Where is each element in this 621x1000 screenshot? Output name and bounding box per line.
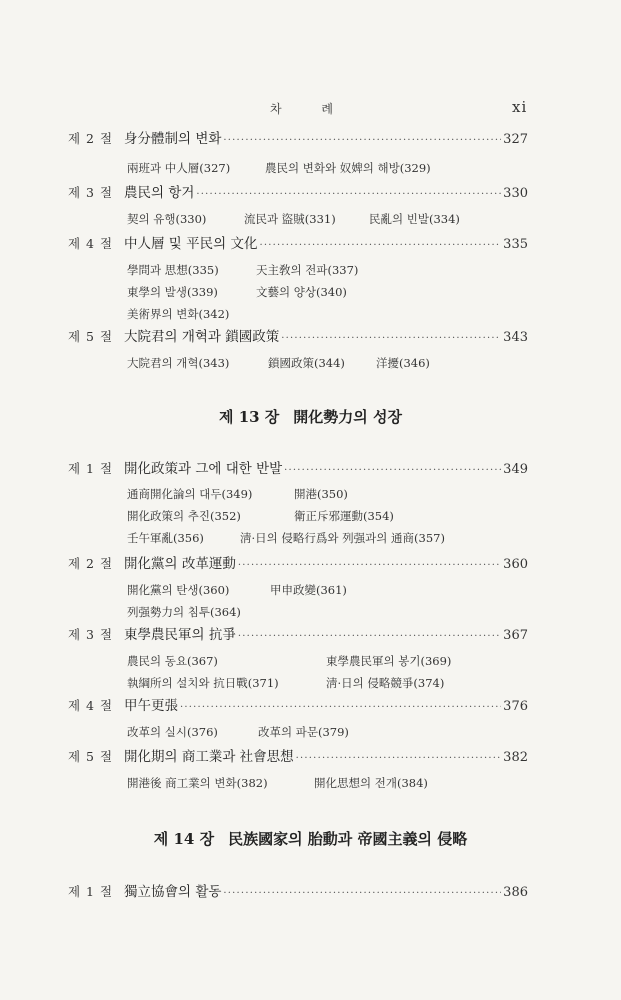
section-number: 제 3 절	[68, 627, 114, 642]
section-title: 中人層 및 平民의 文化	[124, 236, 258, 252]
leader-dots	[223, 132, 501, 150]
subtopic: 開化黨의 탄생(360)	[127, 583, 230, 597]
section-title: 甲午更張	[124, 698, 178, 714]
section-title: 開化期의 商工業과 社會思想	[124, 749, 294, 765]
leader-dots	[223, 885, 501, 903]
chapter-title: 開化勢力의 성장	[293, 408, 402, 426]
section-number: 제 3 절	[68, 185, 114, 200]
subtopic: 鎖國政策(344)	[268, 356, 345, 370]
section-page: 386	[503, 885, 528, 900]
section-title: 大院君의 개혁과 鎖國政策	[124, 329, 280, 345]
section-title: 東學農民軍의 抗爭	[124, 627, 236, 643]
subtopic: 改革의 파문(379)	[258, 725, 349, 739]
section-title: 開化政策과 그에 대한 반발	[124, 461, 283, 477]
leader-dots	[238, 557, 501, 575]
chapter-number: 제 13 장	[218, 408, 280, 426]
section-title: 獨立協會의 활동	[124, 884, 222, 900]
section-number: 제 2 절	[68, 556, 114, 571]
subtopic: 東學農民軍의 봉기(369)	[326, 654, 452, 668]
subtopic: 契의 유행(330)	[127, 212, 207, 226]
subtopic: 開化政策의 추진(352)	[127, 509, 241, 523]
subtopic: 農民의 동요(367)	[127, 654, 218, 668]
section-title: 農民의 항거	[124, 185, 195, 201]
page-header-title: 차 례	[270, 102, 351, 116]
section-page: 343	[503, 330, 528, 345]
subtopic: 開化思想의 전개(384)	[314, 776, 428, 790]
section-title: 開化黨의 改革運動	[124, 556, 236, 572]
chapter-title: 民族國家의 胎動과 帝國主義의 侵略	[228, 830, 468, 848]
subtopic: 開港後 商工業의 변화(382)	[127, 776, 268, 790]
leader-dots	[281, 330, 501, 348]
section-page: 349	[503, 462, 528, 477]
section-title: 身分體制의 변화	[124, 131, 222, 147]
subtopic: 衛正斥邪運動(354)	[294, 509, 394, 523]
subtopic: 淸·日의 侵略競爭(374)	[326, 676, 445, 690]
section-number: 제 2 절	[68, 131, 114, 146]
section-number: 제 4 절	[68, 236, 114, 251]
section-page: 360	[503, 557, 528, 572]
subtopic: 列强勢力의 침투(364)	[127, 605, 241, 619]
subtopic: 民亂의 빈발(334)	[369, 212, 460, 226]
leader-dots	[296, 750, 502, 768]
subtopic: 農民의 변화와 奴婢의 해방(329)	[265, 161, 431, 175]
section-page: 327	[503, 132, 528, 147]
chapter-heading	[0, 828, 621, 849]
subtopic: 開港(350)	[294, 487, 348, 501]
section-page: 335	[503, 237, 528, 252]
subtopic: 大院君의 개혁(343)	[127, 356, 230, 370]
section-number: 제 1 절	[68, 884, 114, 899]
section-number: 제 4 절	[68, 698, 114, 713]
subtopic: 天主敎의 전파(337)	[256, 263, 359, 277]
subtopic: 兩班과 中人層(327)	[127, 161, 231, 175]
leader-dots	[259, 237, 501, 255]
section-number: 제 5 절	[68, 329, 114, 344]
subtopic: 通商開化論의 대두(349)	[127, 487, 253, 501]
subtopic: 美術界의 변화(342)	[127, 307, 230, 321]
subtopic: 文藝의 양상(340)	[256, 285, 347, 299]
subtopic: 甲申政變(361)	[270, 583, 347, 597]
page-number: xi	[512, 98, 528, 116]
section-number: 제 1 절	[68, 461, 114, 476]
subtopic: 壬午軍亂(356)	[127, 531, 204, 545]
subtopic: 洋擾(346)	[376, 356, 430, 370]
chapter-number: 제 14 장	[153, 830, 215, 848]
section-page: 382	[503, 750, 528, 765]
leader-dots	[180, 699, 501, 717]
subtopic: 改革의 실시(376)	[127, 725, 218, 739]
subtopic: 學問과 思想(335)	[127, 263, 219, 277]
leader-dots	[284, 462, 501, 480]
subtopic: 東學의 발생(339)	[127, 285, 218, 299]
section-page: 376	[503, 699, 528, 714]
leader-dots	[196, 186, 501, 204]
section-number: 제 5 절	[68, 749, 114, 764]
subtopic: 執綱所의 설치와 抗日戰(371)	[127, 676, 279, 690]
section-page: 367	[503, 628, 528, 643]
leader-dots	[238, 628, 501, 646]
section-page: 330	[503, 186, 528, 201]
subtopic: 淸·日의 侵略行爲와 列强과의 通商(357)	[240, 531, 445, 545]
chapter-heading	[0, 406, 621, 427]
subtopic: 流民과 盜賊(331)	[244, 212, 336, 226]
